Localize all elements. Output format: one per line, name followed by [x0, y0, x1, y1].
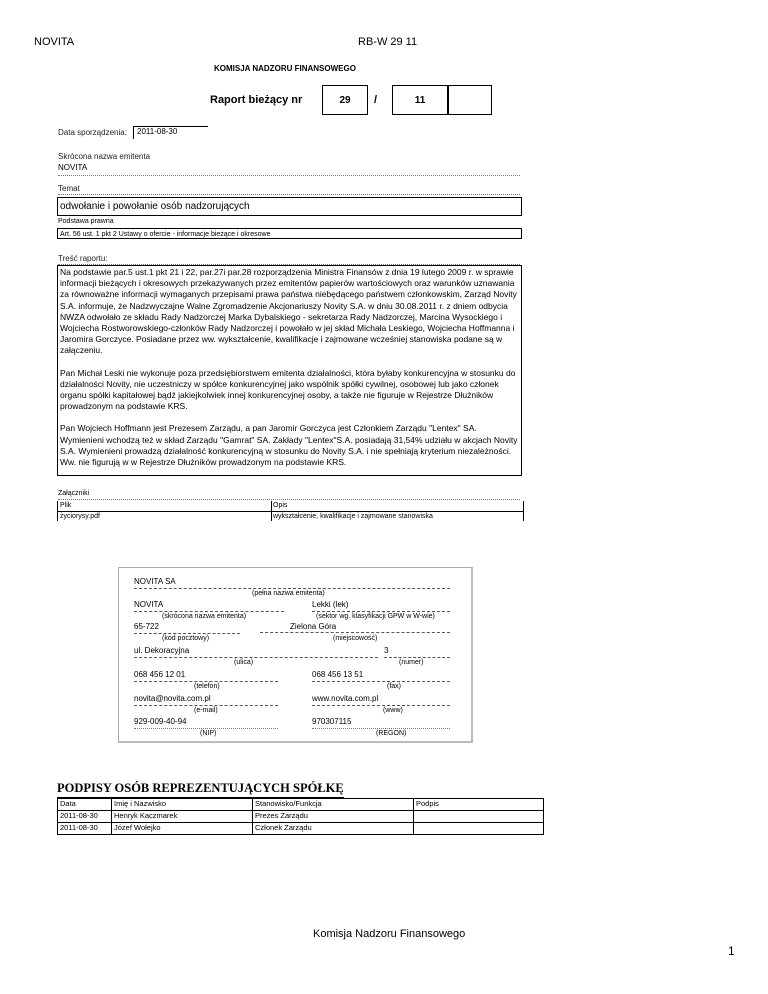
report-number: 29 [322, 85, 368, 115]
sig-signature [414, 823, 544, 835]
footer-text: Komisja Nadzoru Finansowego [313, 928, 466, 940]
sig-date: 2011-08-30 [58, 811, 112, 823]
header-company: NOVITA [34, 36, 75, 48]
report-extra-cell [448, 85, 492, 115]
sig-date: 2011-08-30 [58, 823, 112, 835]
sig-position: Członek Zarządu [253, 823, 414, 835]
content-label: Treść raportu: [58, 254, 108, 263]
attachments-label: Załączniki [58, 490, 90, 497]
authority-title: KOMISJA NADZORU FINANSOWEGO [214, 64, 356, 73]
report-separator: / [374, 94, 378, 106]
company-city-label: (miejscowość) [333, 635, 378, 642]
attachments-col-desc: Opis [273, 502, 288, 509]
company-street-label: (ulica) [234, 659, 254, 666]
page-number: 1 [728, 944, 735, 958]
issuer-short-label: Skrócona nazwa emitenta [58, 152, 151, 161]
company-sector: Lekki (lek) [312, 600, 450, 612]
company-www[interactable]: www.novita.com.pl [312, 694, 450, 706]
company-short-name-label: (skrócona nazwa emitenta) [162, 613, 247, 620]
company-number: 3 [384, 646, 450, 658]
company-nip-label: (NIP) [200, 730, 217, 737]
sig-header-date: Data [58, 799, 112, 811]
company-regon: 970307115 [312, 717, 450, 729]
issuer-short-value: NOVITA [58, 163, 520, 176]
company-sector-label: (sektor wg. klasyfikacji GPW w W-wie) [316, 613, 435, 620]
company-nip: 929-009-40-94 [134, 717, 278, 729]
header-code: RB-W 29 11 [358, 36, 418, 48]
table-row [58, 823, 544, 835]
company-regon-label: (REGON) [376, 730, 407, 737]
signatures-title: PODPISY OSÓB REPREZENTUJĄCYCH SPÓŁKĘ [57, 781, 344, 798]
company-postal: 65-722 [134, 622, 240, 634]
prepared-label: Data sporządzenia: [58, 128, 127, 137]
content-paragraph-1: Na podstawie par.5 ust.1 pkt 21 i 22, par.27i par.28 rozporządzenia Ministra Finansów z dnia 19 lutego 2009 r. w sprawie informacji bieżących i okresowych przekazywanych przez emitentów papierów wartościowych oraz warunków uznawania za równoważne informacji wymaganych przepisami prawa państwa niebędącego państwem członkowskim, Zarząd Novity S.A. informuje, że Nadzwyczajne Walne Zgromadzenie Akcjonariuszy Novity S.A. w dniu 30.08.2011 r. z dniem odbycia NWZA odwołało ze składu Rady Nadzorczej Marka Dybalskiego - sekretarza Rady Nadzorczej, Marcina Wysockiego i Wojciecha Rostworowskiego-członków Rady Nadzorczej i powołało w jej skład Michała Leskiego, Wojciecha Hoffmanna i Jaromira Gorczyce. Posiadane przez ww. wykształcenie, kwalifikacje i zajmowane wcześniej stanowiska podane są w załączeniu. [60, 267, 517, 356]
attachment-desc: wykształcenie, kwalifikacje i zajmowane stanowiska [273, 513, 433, 520]
company-phone: 068 456 12 01 [134, 670, 278, 682]
company-phone-label: (telefon) [194, 683, 220, 690]
company-full-name: NOVITA SA [134, 577, 450, 589]
company-fax: 068 456 13 51 [312, 670, 450, 682]
content-paragraph-3: Pan Wojciech Hoffmann jest Prezesem Zarządu, a pan Jaromir Gorczyca jest Członkiem Zarządu "Lentex" SA. Wymienieni wchodzą też w skład Zarządu "Gamrat" SA. Zakłady "Lentex"S.A. posiadają 31,54% udziału w akcjach Novity S.A. Wymienieni prowadzą działalność konkurencyjną w stosunku do Novity S.A. i nie spełniają kryterium niezależności. Ww. nie figurują w w Rejestrze Dłużników prowadzonym na podstawie KRS. [60, 423, 518, 468]
legal-basis-label: Podstawa prawna [58, 218, 114, 225]
attachments-col-file: Plik [60, 502, 72, 509]
table-row [58, 811, 544, 823]
attachments-divider [58, 499, 520, 500]
company-short-name: NOVITA [134, 600, 284, 612]
attachment-file-link[interactable]: życiorysy.pdf [60, 513, 100, 520]
sig-position: Prezes Zarządu [253, 811, 414, 823]
subject-value: odwołanie i powołanie osób nadzorujących [57, 197, 522, 216]
prepared-value: 2011-08-30 [133, 126, 207, 139]
company-city: Zielona Góra [260, 622, 450, 633]
subject-label: Temat [58, 184, 80, 193]
sig-name: Henryk Kaczmarek [112, 811, 253, 823]
company-email[interactable]: novita@novita.com.pl [134, 694, 278, 706]
sig-header-name: Imię i Nazwisko [112, 799, 253, 811]
company-postal-label: (kod pocztowy) [162, 635, 210, 642]
signatures-header-row [58, 799, 544, 811]
content-paragraph-2: Pan Michał Leski nie wykonuje poza przedsiębiorstwem emitenta działalności, która byłaby konkurencyjna w stosunku do działalności Novity, nie uczestniczy w spółce konkurencyjnej jako wspólnik spółki cywilnej, osobowej lub jako członek organu spółki kapitałowej bądź jakiejkolwiek innej konkurencyjnej osoby, a także nie figuruje w Rejestrze Dłużników prowadzonym na podstawie KRS. [60, 367, 516, 412]
sig-signature [414, 811, 544, 823]
company-email-label: (e-mail) [194, 707, 218, 714]
report-year: 11 [392, 85, 448, 115]
subject-divider [58, 194, 520, 195]
sig-header-signature: Podpis [414, 799, 544, 811]
attachments-table [57, 501, 524, 521]
sig-name: Józef Wołejko [112, 823, 253, 835]
company-www-label: (www) [383, 707, 403, 714]
company-full-name-label: (pełna nazwa emitenta) [252, 590, 325, 597]
sig-header-position: Stanowisko/Funkcja [253, 799, 414, 811]
report-label: Raport bieżący nr [210, 94, 303, 106]
company-fax-label: (fax) [387, 683, 401, 690]
company-street: ul. Dekoracyjna [134, 646, 378, 658]
legal-basis-value: Art. 56 ust. 1 pkt 2 Ustawy o ofercie - informacje bieżące i okresowe [57, 228, 522, 239]
company-number-label: (numer) [399, 659, 424, 666]
content-body [57, 265, 522, 476]
signatures-table [57, 798, 544, 835]
